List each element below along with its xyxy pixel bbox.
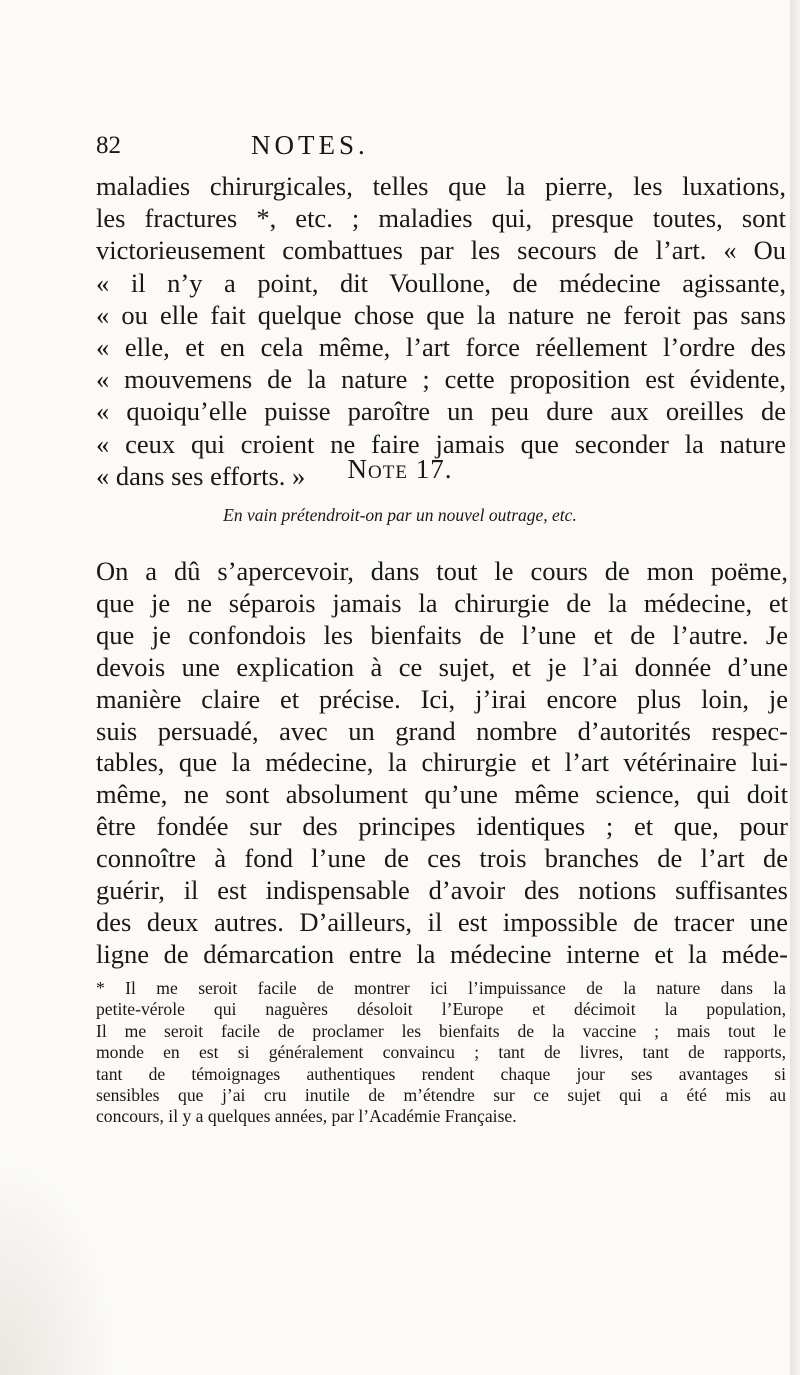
text-line: même, ne sont absolument qu’une même science, qui doit — [96, 779, 788, 810]
quotation-paragraph — [96, 170, 786, 492]
text-line: guérir, il est indispensable d’avoir des notions suffisantes — [96, 875, 788, 906]
text-line: manière claire et précise. Ici, j’irai encore plus loin, je — [96, 683, 788, 714]
page-number: 82 — [96, 132, 121, 159]
footnote-line: tant de témoignages authentiques rendent chaque jour ses avantages si — [96, 1063, 786, 1084]
text-line: les fractures *, etc. ; maladies qui, presque toutes, sont — [96, 203, 786, 234]
text-line: connoître à fond l’une de ces trois branches de l’art de — [96, 843, 788, 874]
footnote-line: Il me seroit facile de proclamer les bienfaits de la vaccine ; mais tout le — [96, 1020, 786, 1041]
text-line: « ceux qui croient ne faire jamais que seconder la nature — [96, 428, 786, 459]
text-line: tables, que la médecine, la chirurgie et l’art vétérinaire lui- — [96, 747, 788, 778]
note-heading: Note 17. — [347, 454, 453, 484]
text-line: On a dû s’apercevoir, dans tout le cours de mon poëme, — [96, 556, 788, 586]
footnote-line: concours, il y a quelques années, par l’Académie Française. — [96, 1106, 517, 1127]
text-line: victorieusement combattues par les secours de l’art. « Ou — [96, 235, 786, 266]
footnote-line: monde en est si généralement convaincu ; tant de livres, tant de rapports, — [96, 1042, 786, 1063]
text-line: « ou elle fait quelque chose que la nature ne feroit pas sans — [96, 299, 786, 330]
text-line: maladies chirurgicales, telles que la pierre, les luxations, — [96, 171, 786, 201]
text-line: « elle, et en cela même, l’art force réellement l’ordre des — [96, 332, 786, 363]
footnote — [96, 978, 786, 1128]
text-line: « quoiqu’elle puisse paroître un peu dure aux oreilles de — [96, 396, 786, 427]
footnote-line: sensibles que j’ai cru inutile de m’étendre sur ce sujet qui a été mis au — [96, 1085, 786, 1106]
text-line: que je ne séparois jamais la chirurgie de la médecine, et — [96, 587, 788, 618]
text-line: des deux autres. D’ailleurs, il est impossible de tracer une — [96, 906, 788, 937]
text-line: ligne de démarcation entre la médecine interne et la méde- — [96, 938, 788, 969]
note-paragraph — [96, 556, 788, 971]
text-line: « dans ses efforts. » — [96, 460, 306, 491]
text-line: être fondée sur des principes identiques ; et que, pour — [96, 811, 788, 842]
page-header — [96, 130, 736, 170]
paper-stain — [0, 1155, 120, 1375]
text-line: suis persuadé, avec un grand nombre d’autorités respec- — [96, 715, 788, 746]
running-title: NOTES. — [251, 130, 369, 160]
text-line: devois une explication à ce sujet, et je l’ai donnée d’une — [96, 651, 788, 682]
text-line: « mouvemens de la nature ; cette proposition est évidente, — [96, 364, 786, 395]
note-epigraph: En vain prétendroit-on par un nouvel outrage, etc. — [223, 505, 577, 525]
text-line: que je confondois les bienfaits de l’une et de l’autre. Je — [96, 619, 788, 650]
page-edge-shadow — [790, 0, 800, 1375]
text-line: « il n’y a point, dit Voullone, de médecine agissante, — [96, 267, 786, 298]
footnote-line: petite-vérole qui naguères désoloit l’Europe et décimoit la population, — [96, 999, 786, 1020]
footnote-line: * Il me seroit facile de montrer ici l’impuissance de la nature dans la — [96, 978, 786, 998]
